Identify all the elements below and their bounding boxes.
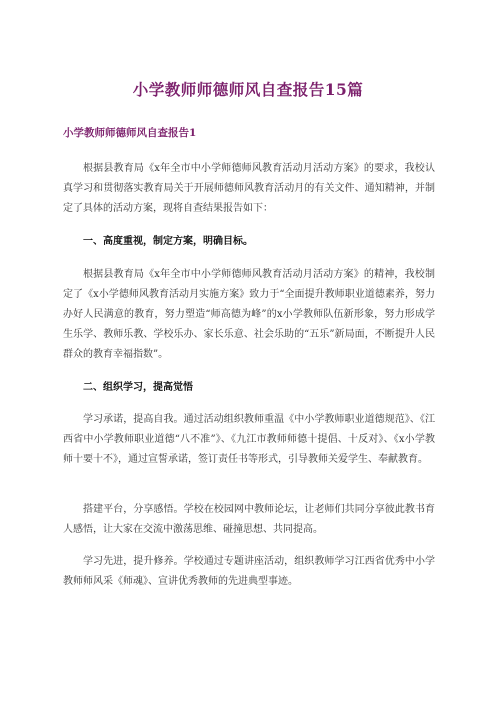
paragraph-plan: 根据县教育局《x年全市中小学师德师风教育活动月活动方案》的精神，我校制定了《x小学德师风教育活动月实施方案》致力于“全面提升教师职业道德素养，努力办好人民满意的教育，努力塑造“师高德为峰”的x小学教师队伍新形象，努力形成学生乐学、教师乐教、学校乐办、家长乐意、社会乐助的“五乐”新局面，不断提升人民群众的教育幸福指数”。: [63, 269, 435, 360]
paragraph-platform: 搭建平台，分享感悟。学校在校园网中教师论坛，让老师们共同分享彼此教书育人感悟，让大家在交流中激荡思维、碰撞思想、共同提高。: [63, 504, 435, 535]
section-heading-2: 二、组织学习，提高觉悟: [83, 382, 193, 393]
document-title: 小学教师师德师风自查报告15篇: [132, 80, 364, 99]
paragraph-study: 学习承诺，提高自我。通过活动组织教师重温《中小学教师职业道德规范》、《江西省中小学教师职业道德“八不准”》、《九江市教师师德十提倡、十反对》、《x小学教师十要十不》，通过宣誓承诺，签订责任书等形式，引导教师关爱学生、奉献教育。: [63, 414, 435, 465]
paragraph-intro: 根据县教育局《x年全市中小学师德师风教育活动月活动方案》的要求，我校认真学习和贯彻落实教育局关于开展师德师风教育活动月的有关文件、通知精神，并制定了具体的活动方案，现将自查结果报告如下：: [63, 163, 435, 214]
section-heading-1: 一、高度重视，制定方案，明确目标。: [83, 236, 253, 247]
section-subtitle: 小学教师师德师风自查报告1: [63, 127, 197, 139]
paragraph-learn: 学习先进，提升修养。学校通过专题讲座活动，组织教师学习江西省优秀中小学教师师风采《师魂》、宣讲优秀教师的先进典型事迹。: [63, 556, 435, 587]
